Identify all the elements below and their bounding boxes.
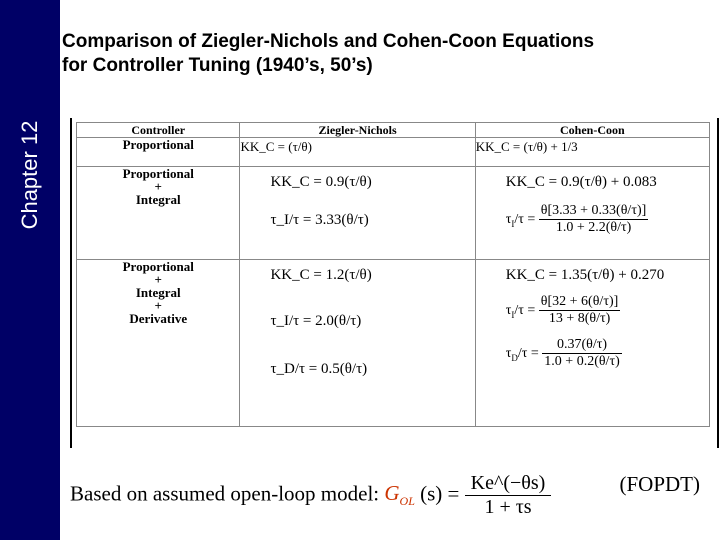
cc-pi-ti-frac <box>539 203 648 236</box>
cc-pi-kc: KK_C = 0.9(τ/θ) + 0.083 <box>505 174 657 190</box>
slide-title <box>62 30 712 78</box>
zn-pid-cell <box>240 260 475 427</box>
cc-pid-td <box>476 329 709 372</box>
header-cohen-coon: Cohen-Coon <box>475 123 709 138</box>
cc-pid-ti <box>476 286 709 329</box>
zn-pid-td: τ_D/τ = 0.5(θ/τ) <box>270 361 368 377</box>
cc-pid-ti-num: θ[32 + 6(θ/τ)] <box>540 294 619 309</box>
zn-pid-ti: τ_I/τ = 2.0(θ/τ) <box>270 313 362 329</box>
pid-label-4: + <box>154 298 162 313</box>
model-fraction <box>465 472 552 519</box>
model-suffix: (FOPDT) <box>619 472 700 496</box>
cc-pid-td-lhs: $\tau_D/\tau$ = <box>505 345 543 363</box>
cc-pid-ti-den: 13 + 8(θ/τ) <box>548 311 611 326</box>
cc-pi-ti-lhs: $\tau_I/\tau$ = <box>505 211 539 229</box>
cc-pi-ti-num: θ[3.33 + 0.33(θ/τ)] <box>540 203 647 218</box>
model-line <box>70 472 551 519</box>
zn-pi-ti: τ_I/τ = 3.33(θ/τ) <box>270 212 369 228</box>
model-arg: (s) = <box>420 481 460 506</box>
row-pi <box>77 167 710 260</box>
cc-pid-cell <box>475 260 709 427</box>
pi-label-2: + <box>154 179 162 194</box>
table-header-row <box>77 123 710 138</box>
controller-pid <box>77 260 240 427</box>
controller-pi <box>77 167 240 260</box>
pid-label-2: + <box>154 272 162 287</box>
cc-pid-td-den: 1.0 + 0.2(θ/τ) <box>544 354 620 369</box>
row-proportional <box>77 138 710 167</box>
chapter-label: Chapter 12 <box>17 120 42 230</box>
zn-pid-kc: KK_C = 1.2(τ/θ) <box>270 267 372 283</box>
model-g: $G_{OL}$ <box>384 481 415 509</box>
cc-pi-cell <box>475 167 709 260</box>
pi-label-3: Integral <box>135 192 181 207</box>
cc-pid-ti-lhs: $\tau_I/\tau$ = <box>505 302 539 320</box>
pid-label-5: Derivative <box>129 311 188 326</box>
zn-pi-cell <box>240 167 475 260</box>
cc-pid-ti-frac <box>539 294 620 327</box>
cc-pid-kc: KK_C = 1.35(τ/θ) + 0.270 <box>505 267 665 283</box>
tuning-table <box>76 122 710 427</box>
header-ziegler-nichols: Ziegler-Nichols <box>240 123 475 138</box>
cc-pid-td-num: 0.37(θ/τ) <box>542 337 621 354</box>
cc-pi-ti-den: 1.0 + 2.2(θ/τ) <box>555 220 632 235</box>
controller-proportional: Proportional <box>77 138 240 167</box>
title-line-1: Comparison of Ziegler-Nichols and Cohen-Coon Equations <box>62 31 595 52</box>
model-den: 1 + τs <box>484 496 532 518</box>
cc-pi-ti <box>476 193 709 238</box>
pid-label-3: Integral <box>135 285 181 300</box>
sidebar-bar <box>0 0 60 540</box>
cc-p-kc: KK_C = (τ/θ) + 1/3 <box>475 138 709 167</box>
title-line-2: for Controller Tuning (1940’s, 50’s) <box>62 55 373 76</box>
pid-label-1: Proportional <box>122 259 194 274</box>
model-num: Ke^(−θs) <box>465 472 552 496</box>
model-prefix: Based on assumed open-loop model: <box>70 481 380 506</box>
header-controller: Controller <box>77 123 240 138</box>
cc-pid-td-frac <box>542 337 621 370</box>
zn-p-kc: KK_C = (τ/θ) <box>240 138 475 167</box>
zn-pi-kc: KK_C = 0.9(τ/θ) <box>270 174 372 190</box>
row-pid <box>77 260 710 427</box>
model-equation <box>70 458 715 518</box>
pi-label-1: Proportional <box>122 166 194 181</box>
